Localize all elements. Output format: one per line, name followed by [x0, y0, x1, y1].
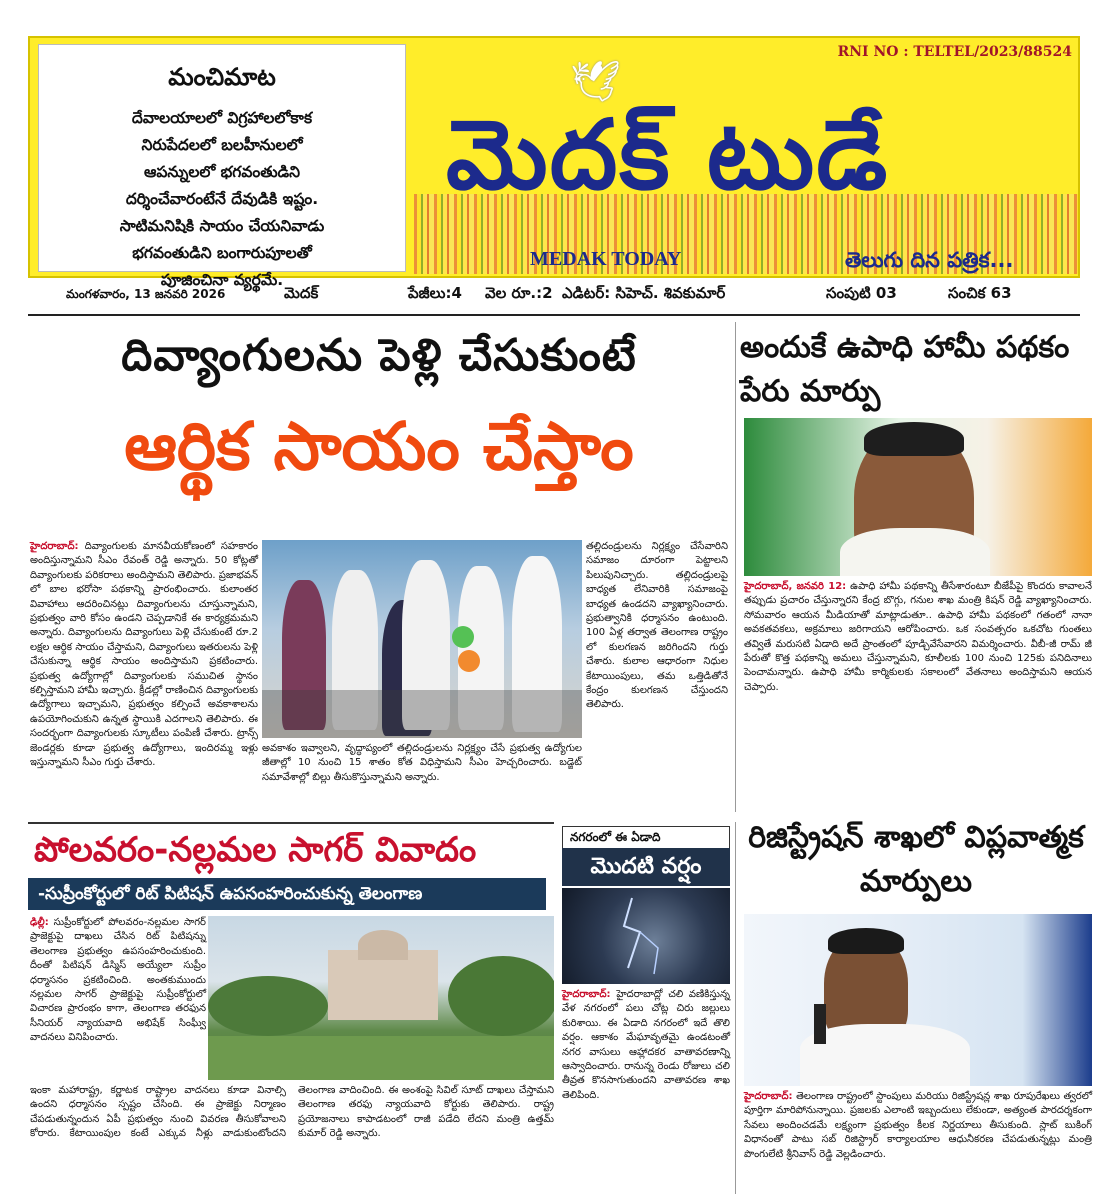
divider	[28, 822, 554, 824]
lightning-photo	[562, 888, 730, 984]
dateline: హైదరాబాద్:	[744, 1091, 793, 1102]
dove-icon: 🕊	[570, 59, 621, 105]
rain-headline: మొదటి వర్షం	[562, 848, 730, 886]
price: వెల రూ.:2	[485, 284, 553, 302]
quote-box	[38, 44, 406, 289]
quote-line: దర్శించేవారంటేనే దేవుడికి ఇష్టం.	[125, 190, 319, 208]
quote-line: భగవంతుడిని బంగారుపూలతో	[132, 244, 312, 262]
newspaper-logo-english: MEDAK TODAY	[530, 248, 682, 270]
divider	[28, 314, 1080, 316]
supreme-court-photo	[208, 916, 554, 1080]
polavaram-article-continued: ఇంకా మహారాష్ట్ర, కర్ణాటక రాష్ట్రాల వాదనలు కూడా వినాల్సి ఉందని ధర్మాసనం స్పష్టం చేసింది. ఈ ప్రాజెక్టు నిర్మాణం చేపడుతున్నందున ఏపీ ప్రభుత్వం నుంచి వివరణ తీసుకోవాలని కోరారు. కేటాయింపుల కంటే ఎక్కువ నీళ్లు వాడుకుంటోందని తెలంగాణ వాదించింది. ఈ అంశంపై సివిల్ సూట్ దాఖలు చేస్తామని తెలంగాణ తరఫు న్యాయవాది కోర్టుకు తెలిపారు. రాష్ట్ర ప్రయోజనాలు కాపాడటంలో రాజీ పడేది లేదని మంత్రి ఉత్తమ్ కుమార్ రెడ్డి అన్నారు.	[30, 1085, 554, 1140]
newspaper-logo: మెదక్ టుడే	[446, 99, 890, 211]
column-divider	[735, 822, 736, 1194]
quote-title: మంచిమాట	[168, 63, 276, 91]
dateline: హైదరాబాద్:	[30, 541, 79, 552]
quote-line: పూజించినా వ్యర్థమే.	[160, 271, 284, 289]
right-article	[744, 580, 1092, 695]
volume-number: సంపుటి 03	[826, 284, 897, 302]
lead-subheadline: ఆర్థిక సాయం చేస్తాం	[124, 408, 634, 485]
lead-article-continued: అవకాశం ఇవ్వాలని, వృద్ధాప్యంలో తల్లిదండ్రులను నిర్లక్ష్యం చేసే ప్రభుత్వ ఉద్యోగుల జీతాల్లో 10 నుంచి 15 శాతం కోత విధిస్తామని సీఎం హెచ్చరించారు. బడ్జెట్ సమావేశాల్లో బిల్లు తీసుకొస్తున్నామని అన్నారు.	[262, 743, 582, 783]
editor-name: ఎడిటర్: సిహెచ్. శివకుమార్	[562, 284, 726, 302]
quote-line: సాటిమనిషికి సాయం చేయనివాడు	[119, 217, 325, 235]
quote-line: దేవాలయాలలో విగ్రహాలలోకాక	[131, 109, 313, 127]
page-count: పేజీలు:4	[408, 284, 462, 302]
polavaram-article-column	[30, 916, 206, 1046]
article-text: హైదరాబాద్లో చలి వణికిస్తున్న వేళ నగరంలో పలు చోట్ల చిరు జల్లులు కురిశాయి. ఈ ఏడాది నగరంలో ఇదే తొలి వర్షం. ఆకాశం మేఘావృతమై ఉండటంతో నగర వాసులు ఆహ్లాదకర వాతావరణాన్ని ఆస్వాదించారు. రానున్న రెండు రోజులు చలి తీవ్రత కొనసాగుతుందని వాతావరణ శాఖ తెలిపింది.	[562, 989, 730, 1101]
polavaram-headline: పోలవరం-నల్లమల సాగర్ వివాదం	[34, 830, 477, 870]
right-headline: అందుకే ఉపాధి హామీ పథకం పేరు మార్పు	[740, 330, 1070, 409]
lead-headline: దివ్యాంగులను పెళ్లి చేసుకుంటే	[121, 330, 637, 381]
issue-place: మెదక్	[284, 284, 319, 302]
lead-photo	[262, 540, 582, 738]
lead-article-column	[30, 540, 258, 771]
dateline: హైదరాబాద్, జనవరి 12:	[744, 581, 847, 592]
article-text: ఉపాధి హామీ పథకాన్ని తీసేశారంటూ బీజేపీపై కొందరు కావాలనే తప్పుడు ప్రచారం చేస్తున్నారని కేంద్ర బొగ్గు, గనుల శాఖ మంత్రి కిషన్ రెడ్డి వ్యాఖ్యానించారు. సోమవారం ఆయన మీడియాతో మాట్లాడుతూ.. ఉపాధి హామీ పథకంలో గతంలో నానా అవకతవకలు, అక్రమాలు జరిగాయని ఆరోపించారు. ఒక సంవత్సరం ఒకచోట గుంతలు తవ్వితే మరుసటి ఏడాది అదే ప్రాంతంలో పూడ్చివేసేవారని విమర్శించారు. వీబీ-జీ రామ్ జీ పేరుతో కొత్త పథకాన్ని అమలు చేస్తున్నామని, కూలీలకు 100 నుంచి 125కు పనిదినాలు పెంచామన్నారు. ఉపాధి హామీ కార్మికులకు సకాలంలో వేతనాలు అందిస్తామని ఆయన చెప్పారు.	[744, 581, 1092, 693]
dateline: హైదరాబాద్:	[562, 989, 611, 1000]
registration-article	[744, 1090, 1092, 1162]
rain-kicker: నగరంలో ఈ ఏడాది	[570, 830, 661, 844]
article-text: దివ్యాంగులకు మానవీయకోణంలో సహకారం అందిస్తున్నామని సీఎం రేవంత్ రెడ్డి అన్నారు. 50 కోట్లతో దివ్యాంగులకు పరికరాలు అందిస్తామని తెలిపారు. ప్రజాభవన్ లో బాల భరోసా పథకాన్ని ప్రారంభించారు. కులాంతర వివాహాలు ఆదరించినట్లు దివ్యాంగులను చూస్తున్నామని, ప్రభుత్వం వారి కోసం ఉండని చెప్పడానికే ఈ కార్యక్రమమని అన్నారు. దివ్యాంగులను దివ్యాంగులు పెళ్లి చేసుకుంటే రూ.2 లక్షల ఆర్థిక సాయం చేస్తామని, దివ్యాంగులు ఇతరులను పెళ్లి చేసుకున్నా ఆర్థిక సాయం అందిస్తామని ప్రకటించారు. ప్రభుత్వ ఉద్యోగాల్లో దివ్యాంగులకు సముచిత స్థానం కల్పిస్తామని హామీ ఇచ్చారు. క్రీడల్లో రాణించిన దివ్యాంగులకు ఉద్యోగాలు ఇచ్చామని, ప్రభుత్వం కల్పించే అవకాశాలను ఉపయోగించుకుని ఉన్నత స్థాయికి ఎదగాలని తెలిపారు. ఈ సందర్భంగా దివ్యాంగులకు స్కూటీలు పంపిణీ చేశారు. ట్రాన్స్ జెండర్లకు కూడా ప్రభుత్వ ఉద్యోగాలు, ఇందిరమ్మ ఇళ్లు ఇస్తున్నామని సీఎం గుర్తు చేశారు.	[30, 541, 258, 769]
tagline: తెలుగు దిన పత్రిక...	[845, 248, 1014, 272]
minister-speaking-photo	[744, 914, 1092, 1086]
quote-line: ఆపన్నులలో భగవంతుడిని	[144, 163, 300, 181]
column-divider	[735, 322, 736, 812]
masthead	[28, 36, 1080, 289]
polavaram-subheadline: -సుప్రీంకోర్టులో రిట్ పిటిషన్ ఉపసంహరించుకున్న తెలంగాణ	[28, 878, 546, 910]
issue-info-bar	[40, 282, 1080, 308]
minister-photo	[744, 418, 1092, 576]
dateline: ఢిల్లీ:	[30, 917, 49, 928]
registration-headline: రిజిస్ట్రేషన్ శాఖలో విప్లవాత్మక మార్పులు	[748, 820, 1084, 899]
article-text: సుప్రీంకోర్టులో పోలవరం-నల్లమల సాగర్ ప్రాజెక్టుపై దాఖలు చేసిన రిట్ పిటిషన్ను తెలంగాణ ప్రభుత్వం ఉపసంహరించుకుంది. దీంతో పిటిషన్ డిస్మిస్ అయ్యేలా సుప్రీం ధర్మాసనం ప్రకటించింది. అంతకుముందు నల్లమల సాగర్ ప్రాజెక్టుపై సుప్రీంకోర్టులో విచారణ ప్రారంభం కాగా, తెలంగాణ తరఫున సీనియర్ న్యాయవాది అభిషేక్ సింఘ్వీ వాదనలు వినిపించారు.	[30, 917, 206, 1044]
quote-line: నిరుపేదలలో బలహీనులలో	[141, 136, 303, 154]
article-text: తెలంగాణ రాష్ట్రంలో స్టాంపులు మరియు రిజిస్ట్రేషన్ల శాఖ రూపురేఖలు త్వరలో పూర్తిగా మారిపోనున్నాయి. ప్రజలకు ఎలాంటి ఇబ్బందులు లేకుండా, అత్యంత పారదర్శకంగా సేవలు అందించడమే లక్ష్యంగా ప్రభుత్వం కీలక నిర్ణయాలు తీసుకుంది. స్లాట్ బుకింగ్ విధానంతో పాటు సబ్ రిజిస్ట్రార్ కార్యాలయాల ఆధునీకరణ చేపడుతున్నట్లు మంత్రి పొంగులేటి శ్రీనివాస్ రెడ్డి వెల్లడించారు.	[744, 1091, 1093, 1160]
lead-article-column-right: తల్లిదండ్రులను నిర్లక్ష్యం చేసేవారిని సమాజం దూరంగా పెట్టాలని పిలుపునిచ్చారు. తల్లిదండ్రులపై బాధ్యత లేనివారికి సమాజంపై బాధ్యత ఉండదని వ్యాఖ్యానించారు. ప్రభుత్వానికి ధర్మాసనం ఉంటుంది. 100 ఏళ్ల తర్వాత తెలంగాణ రాష్ట్రం లో కులగణన జరిగిందని గుర్తు చేశారు. కులాల ఆధారంగా నిధుల కేటాయింపులు, తమ ఒత్తిడితోనే కేంద్రం కులగణన చేస్తుందని తెలిపారు.	[586, 541, 728, 711]
issue-number: సంచిక 63	[948, 284, 1012, 302]
rni-number: RNI NO : TELTEL/2023/88524	[837, 44, 1072, 60]
rain-article	[562, 988, 730, 1103]
issue-date: మంగళవారం, 13 జనవరి 2026	[66, 286, 226, 301]
